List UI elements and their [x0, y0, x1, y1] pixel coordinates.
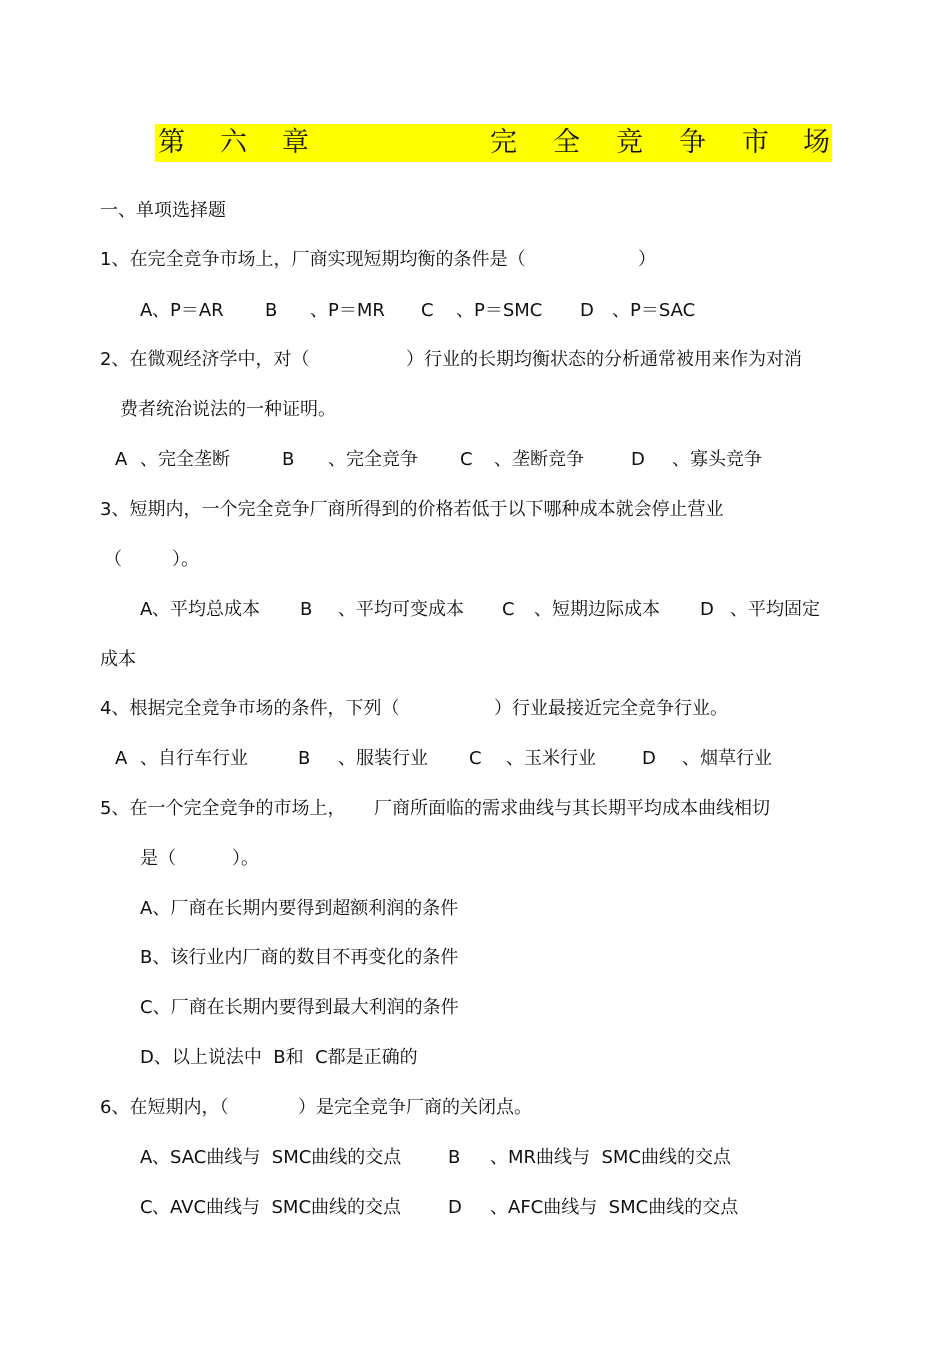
question-4-stem-cont: ）行业最接近完全竞争行业。 — [494, 698, 728, 719]
option-letter: B — [282, 449, 295, 470]
option-text: 、P＝SMC — [456, 300, 543, 321]
option-text: 、完全垄断 — [140, 449, 230, 470]
option-letter: C — [140, 1197, 153, 1218]
title-char: 六 — [220, 127, 247, 158]
option-line: D、以上说法中 B和 C都是正确的 — [140, 1047, 418, 1068]
question-5-stem-cont: 厂商所面临的需求曲线与其长期平均成本曲线相切 — [374, 798, 770, 819]
option-text: 、服装行业 — [338, 748, 428, 769]
option-text: 、平均可变成本 — [338, 599, 464, 620]
question-1-bracket-close: ） — [638, 249, 656, 270]
option-text: 、短期边际成本 — [534, 599, 660, 620]
option-letter: C — [421, 300, 434, 321]
question-3-stem: 3、短期内，一个完全竞争厂商所得到的价格若低于以下哪种成本就会停止营业 — [100, 499, 724, 520]
option-letter: C — [469, 748, 482, 769]
question-3-bracket-close: ）。 — [172, 549, 199, 570]
question-6-stem-cont: ）是完全竞争厂商的关闭点。 — [298, 1097, 532, 1118]
option-text: 、P＝MR — [310, 300, 385, 321]
option-text: 、MR曲线与 SMC曲线的交点 — [490, 1147, 732, 1168]
option-letter: D — [580, 300, 594, 321]
option-letter: B — [300, 599, 313, 620]
question-2-stem: 2、在微观经济学中，对（ — [100, 349, 310, 370]
option-letter: D — [631, 449, 645, 470]
option-letter: B — [448, 1147, 461, 1168]
option-text: 、SAC曲线与 SMC曲线的交点 — [152, 1147, 402, 1168]
question-4-stem: 4、根据完全竞争市场的条件，下列（ — [100, 698, 400, 719]
question-2-stem-wrap: 费者统治说法的一种证明。 — [120, 399, 336, 420]
question-3-option-wrap: 成本 — [100, 649, 136, 670]
option-text: 、自行车行业 — [140, 748, 248, 769]
option-letter: D — [642, 748, 656, 769]
title-char: 第 — [158, 127, 185, 158]
title-char: 场 — [803, 127, 830, 158]
title-char: 章 — [282, 127, 309, 158]
question-2-stem-cont: ）行业的长期均衡状态的分析通常被用来作为对消 — [406, 349, 802, 370]
question-5-stem: 5、在一个完全竞争的市场上， — [100, 798, 346, 819]
title-char: 市 — [742, 127, 769, 158]
option-letter: C — [460, 449, 473, 470]
option-text: 、垄断竞争 — [494, 449, 584, 470]
option-letter: A — [140, 1147, 153, 1168]
option-letter: A — [115, 449, 128, 470]
option-text: 、P＝AR — [152, 300, 224, 321]
option-text: 、AFC曲线与 SMC曲线的交点 — [490, 1197, 739, 1218]
option-line: C、厂商在长期内要得到最大利润的条件 — [140, 997, 459, 1018]
option-text: 、完全竞争 — [328, 449, 418, 470]
option-letter: A — [140, 300, 153, 321]
option-letter: D — [448, 1197, 462, 1218]
question-3-bracket-open: （ — [104, 549, 122, 570]
option-letter: C — [502, 599, 515, 620]
option-text: 、AVC曲线与 SMC曲线的交点 — [152, 1197, 402, 1218]
option-letter: B — [298, 748, 311, 769]
title-char: 竞 — [616, 127, 643, 158]
question-5-stem-wrap: 是（ — [140, 848, 176, 869]
option-letter: B — [265, 300, 278, 321]
option-letter: A — [140, 599, 153, 620]
title-char: 完 — [490, 127, 517, 158]
option-text: 、P＝SAC — [612, 300, 696, 321]
option-letter: D — [700, 599, 714, 620]
question-6-stem: 6、在短期内，（ — [100, 1097, 229, 1118]
option-text: 、寡头竞争 — [672, 449, 762, 470]
option-line: B、该行业内厂商的数目不再变化的条件 — [140, 947, 459, 968]
question-1-stem: 1、在完全竞争市场上，厂商实现短期均衡的条件是（ — [100, 249, 526, 270]
title-char: 争 — [679, 127, 706, 158]
question-5-bracket-close: ）。 — [232, 848, 259, 869]
option-text: 、平均总成本 — [152, 599, 260, 620]
title-char: 全 — [553, 127, 580, 158]
option-text: 、烟草行业 — [682, 748, 772, 769]
option-letter: A — [115, 748, 128, 769]
option-line: A、厂商在长期内要得到超额利润的条件 — [140, 898, 459, 919]
option-text: 、玉米行业 — [506, 748, 596, 769]
option-text: 、平均固定 — [730, 599, 820, 620]
section-heading: 一、单项选择题 — [100, 200, 226, 221]
